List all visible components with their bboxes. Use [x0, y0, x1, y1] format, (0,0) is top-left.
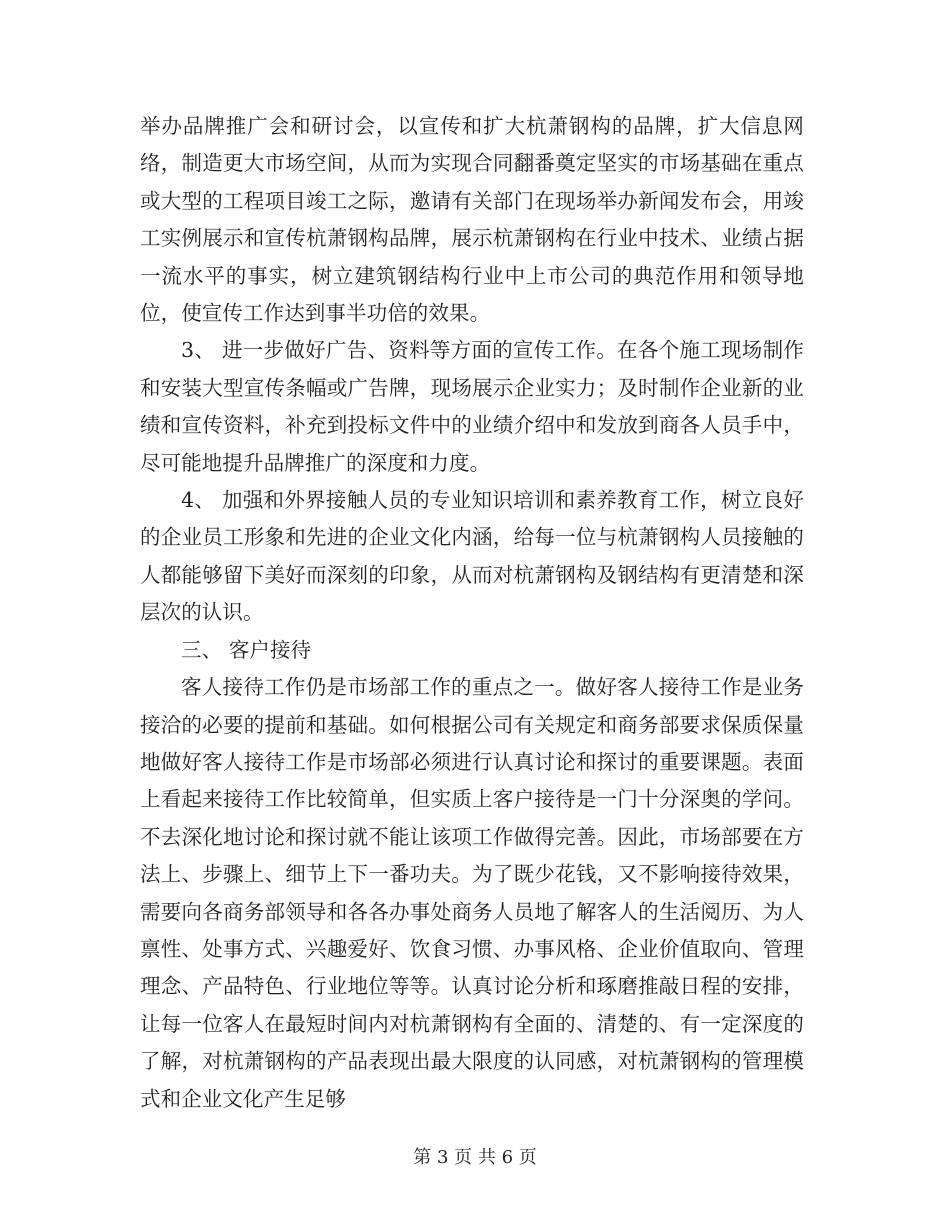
paragraph-customer-reception: 客人接待工作仍是市场部工作的重点之一。做好客人接待工作是业务接洽的必要的提前和基础。如何根据公司有关规定和商务部要求保质保量地做好客人接待工作是市场部必须进行认真讨论和探讨的重要课题。表面上看起来接待工作比较简单，但实质上客户接待是一门十分深奥的学问。不去深化地讨论和探讨就不能让该项工作做得完善。因此，市场部要在方法上、步骤上、细节上下一番功夫。为了既少花钱，又不影响接待效果，需要向各商务部领导和各各办事处商务人员地了解客人的生活阅历、为人禀性、处事方式、兴趣爱好、饮食习惯、办事风格、企业价值取向、管理理念、产品特色、行业地位等等。认真讨论分析和琢磨推敲日程的安排，让每一位客人在最短时间内对杭萧钢构有全面的、清楚的、有一定深度的了解，对杭萧钢构的产品表现出最大限度的认同感，对杭萧钢构的管理模式和企业文化产生足够	[140, 675, 804, 1111]
page-number: 第 3 页 共 6 页	[413, 1147, 537, 1168]
paragraph-staff-training: 4、 加强和外界接触人员的专业知识培训和素养教育工作，树立良好的企业员工形象和先进的企业文化内涵，给每一位与杭萧钢构人员接触的人都能够留下美好而深刻的印象，从而对杭萧钢构及钢结构有更清楚和深层次的认识。	[140, 488, 804, 625]
section-heading-customer-reception: 三、 客户接待	[181, 637, 312, 662]
paragraph-advertising: 3、 进一步做好广告、资料等方面的宣传工作。在各个施工现场制作和安装大型宣传条幅或广告牌，现场展示企业实力；及时制作企业新的业绩和宣传资料，补充到投标文件中的业绩介绍中和发放到商各人员手中，尽可能地提升品牌推广的深度和力度。	[140, 338, 804, 475]
paragraph-brand-promotion: 举办品牌推广会和研讨会，以宣传和扩大杭萧钢构的品牌，扩大信息网络，制造更大市场空间，从而为实现合同翻番奠定坚实的市场基础在重点或大型的工程项目竣工之际，邀请有关部门在现场举办新闻发布会，用竣工实例展示和宣传杭萧钢构品牌，展示杭萧钢构在行业中技术、业绩占据一流水平的事实，树立建筑钢结构行业中上市公司的典范作用和领导地位，使宣传工作达到事半功倍的效果。	[140, 114, 804, 326]
document-body	[140, 108, 804, 1118]
page-footer	[0, 1146, 950, 1170]
